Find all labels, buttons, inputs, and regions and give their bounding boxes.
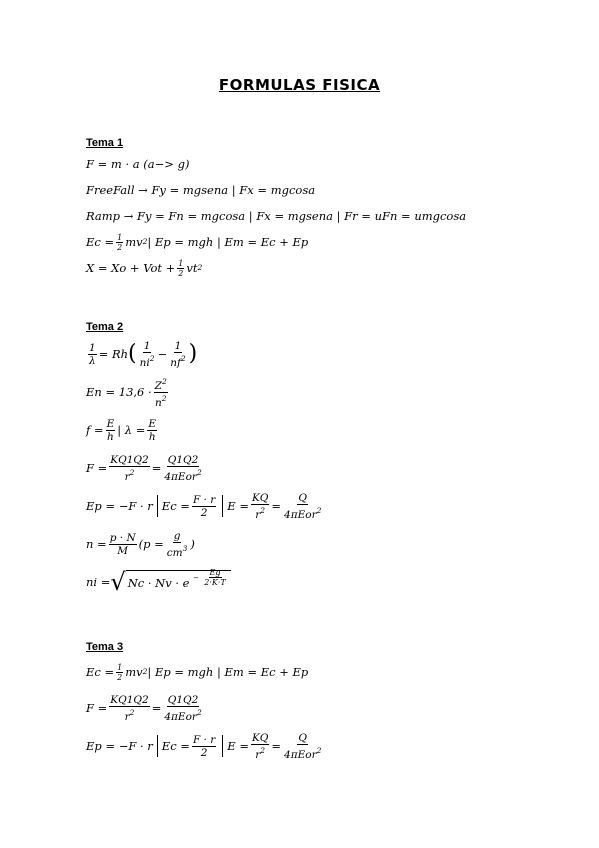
- fraction: [203, 568, 227, 587]
- formula-text: ni =: [86, 575, 111, 589]
- superscript: 2: [180, 353, 186, 363]
- fraction-numerator: Q1Q2: [167, 693, 199, 706]
- fraction-numerator: Q: [298, 731, 308, 744]
- formula-energy: [86, 655, 566, 689]
- formula-text: vt: [186, 261, 198, 275]
- formula-text: r: [255, 508, 261, 521]
- formula-ramp: Ramp → Fy = Fn = mgcosa | Fx = mgsena | Fr = uFn = umgcosa: [86, 209, 467, 223]
- fraction: [109, 532, 137, 557]
- fraction-numerator: F · r: [192, 733, 216, 746]
- fraction: [163, 694, 202, 723]
- formula-text: Nc · Nv · e: [127, 575, 190, 590]
- formula-text: E =: [227, 739, 249, 753]
- superscript: 2: [196, 467, 202, 477]
- superscript: 2: [129, 707, 135, 717]
- fraction: [116, 233, 123, 252]
- superscript: 2: [161, 376, 167, 386]
- section-heading: Tema 2: [86, 321, 124, 333]
- formula-text: 4πEor: [164, 710, 197, 723]
- fraction-numerator: E: [148, 417, 157, 430]
- formula-text: 4πEor: [284, 748, 317, 761]
- fraction-denominator: [169, 353, 186, 369]
- fraction-denominator: 2·K·T: [204, 578, 226, 588]
- fraction-denominator: 2: [178, 268, 184, 278]
- formula-text: En = 13,6 ·: [86, 385, 152, 399]
- fraction-denominator: 2: [117, 242, 123, 252]
- fraction-denominator: h: [107, 430, 114, 443]
- fraction-denominator: M: [117, 544, 129, 557]
- fraction-numerator: 1: [178, 258, 184, 268]
- formula-kinematics: [86, 255, 566, 281]
- fraction-denominator: λ: [89, 354, 96, 367]
- fraction-numerator: E: [106, 417, 115, 430]
- fraction: [283, 732, 322, 761]
- formula-text: Z: [154, 379, 162, 392]
- formula-text: =: [151, 701, 162, 715]
- fraction-numerator: 1: [174, 339, 182, 352]
- fraction-numerator: KQ: [251, 491, 269, 504]
- fraction: [192, 734, 216, 759]
- formula-text: n =: [86, 537, 107, 551]
- fraction: [147, 418, 157, 443]
- fraction-denominator: [124, 467, 136, 483]
- fraction-numerator: p · N: [109, 531, 136, 544]
- formula-text: 4πEor: [284, 508, 317, 521]
- formula-text: =: [151, 461, 162, 475]
- exponent: [193, 568, 229, 588]
- fraction-denominator: 2: [117, 672, 123, 682]
- fraction-numerator: 1: [143, 339, 151, 352]
- formula-text: Ep = −F · r: [86, 499, 153, 513]
- fraction: [192, 494, 216, 519]
- fraction-denominator: [163, 707, 202, 723]
- formula-text: (p =: [138, 537, 164, 551]
- fraction-numerator: 1: [89, 341, 96, 354]
- formula-text: Ec =: [86, 235, 115, 249]
- formula-text: F =: [86, 701, 108, 715]
- formula-text: ): [190, 537, 195, 551]
- fraction: [154, 376, 168, 409]
- formula-text: cm: [166, 546, 183, 559]
- formula-text: n: [154, 396, 162, 409]
- formula-text: E =: [227, 499, 249, 513]
- formula-text: = Rh: [98, 347, 129, 361]
- formula-coulomb: [86, 449, 566, 487]
- separator-bar: [222, 495, 223, 517]
- formula-text: Ep = −F · r: [86, 739, 153, 753]
- formula-text: −: [193, 573, 200, 582]
- fraction-numerator: Eg: [209, 568, 221, 578]
- formula-text: r: [124, 470, 130, 483]
- superscript: 3: [182, 543, 188, 553]
- fraction-numerator: 1: [117, 232, 123, 242]
- fraction: [88, 342, 97, 367]
- fraction-denominator: 2: [200, 746, 208, 759]
- fraction-denominator: [283, 745, 322, 761]
- fraction: [109, 694, 149, 723]
- section-tema-2: [86, 321, 566, 601]
- formula-text: Ec =: [86, 665, 115, 679]
- paren-open: (: [128, 341, 137, 366]
- formula-density: [86, 525, 566, 563]
- superscript: 2: [196, 707, 202, 717]
- formula-freefall: FreeFall → Fy = mgsena | Fx = mgcosa: [86, 183, 316, 197]
- fraction: [166, 530, 189, 559]
- formula-text: f =: [86, 423, 104, 437]
- fraction-numerator: KQ: [251, 731, 269, 744]
- separator-bar: [157, 495, 158, 517]
- formula-energy: [86, 229, 566, 255]
- formula-intrinsic-carrier: [86, 563, 566, 601]
- formula-newton: F = m · a (a−> g): [86, 157, 190, 171]
- formula-text: mv: [125, 235, 143, 249]
- fraction: [139, 340, 156, 369]
- separator-bar: [157, 735, 158, 757]
- fraction-numerator: [154, 376, 168, 393]
- formula-text: X = Xo + Vot +: [86, 261, 176, 275]
- fraction-numerator: 1: [117, 662, 123, 672]
- superscript: 2: [161, 393, 167, 403]
- fraction-denominator: [254, 505, 266, 521]
- fraction: [116, 663, 123, 682]
- fraction: [169, 340, 186, 369]
- fraction-denominator: h: [148, 430, 156, 443]
- formula-text: r: [255, 748, 261, 761]
- square-root: [110, 570, 230, 595]
- formula-text: −: [157, 347, 168, 361]
- fraction: [177, 259, 184, 278]
- fraction-denominator: [124, 707, 136, 723]
- superscript: 2: [316, 505, 322, 515]
- formula-text: 4πEor: [164, 470, 197, 483]
- fraction-denominator: [163, 467, 202, 483]
- fraction-denominator: [154, 393, 168, 409]
- radical-sign: √: [110, 568, 126, 597]
- formula-text: | Ep = mgh | Em = Ec + Ep: [147, 665, 309, 679]
- fraction: [251, 492, 269, 521]
- formula-text: ni: [139, 356, 150, 369]
- formula-text: | λ =: [117, 423, 146, 437]
- separator-bar: [222, 735, 223, 757]
- fraction-denominator: [166, 543, 189, 559]
- superscript: 2: [197, 263, 203, 272]
- formula-rydberg: [86, 335, 566, 373]
- fraction-denominator: [283, 505, 322, 521]
- fraction-numerator: KQ1Q2: [110, 453, 149, 466]
- formula-text: Ec =: [161, 499, 190, 513]
- fraction-denominator: [139, 353, 156, 369]
- fraction: [251, 732, 269, 761]
- formula-text: =: [271, 739, 282, 753]
- fraction-numerator: KQ1Q2: [110, 693, 149, 706]
- paren-close: ): [188, 341, 198, 366]
- formula-text: mv: [125, 665, 143, 679]
- formula-potential: [86, 487, 566, 525]
- fraction-denominator: 2: [200, 506, 208, 519]
- formula-text: | Ep = mgh | Em = Ec + Ep: [147, 235, 309, 249]
- superscript: 2: [142, 667, 148, 676]
- formula-coulomb: [86, 689, 566, 727]
- fraction: [283, 492, 322, 521]
- formula-text: r: [124, 710, 130, 723]
- formula-text: F =: [86, 461, 108, 475]
- formula-potential: [86, 727, 566, 765]
- formula-frequency: [86, 411, 566, 449]
- section-heading: Tema 1: [86, 137, 124, 149]
- superscript: 2: [260, 745, 266, 755]
- formula-energy-level: [86, 373, 566, 411]
- fraction: [106, 418, 116, 443]
- fraction-numerator: F · r: [192, 493, 216, 506]
- fraction: [109, 454, 149, 483]
- section-tema-1: [86, 137, 566, 281]
- fraction-numerator: g: [173, 529, 181, 542]
- superscript: 2: [260, 505, 266, 515]
- superscript: 2: [129, 467, 135, 477]
- fraction: [163, 454, 202, 483]
- fraction-numerator: Q: [298, 491, 308, 504]
- radicand: [126, 570, 231, 595]
- formula-text: Ec =: [161, 739, 190, 753]
- superscript: 2: [149, 353, 155, 363]
- superscript: 2: [316, 745, 322, 755]
- fraction-numerator: Q1Q2: [167, 453, 199, 466]
- superscript: 2: [142, 237, 148, 246]
- section-heading: Tema 3: [86, 641, 124, 653]
- document-title: FORMULAS FISICA: [218, 76, 381, 94]
- fraction-denominator: [254, 745, 266, 761]
- formula-text: =: [271, 499, 282, 513]
- formula-text: nf: [170, 356, 181, 369]
- section-tema-3: [86, 641, 566, 765]
